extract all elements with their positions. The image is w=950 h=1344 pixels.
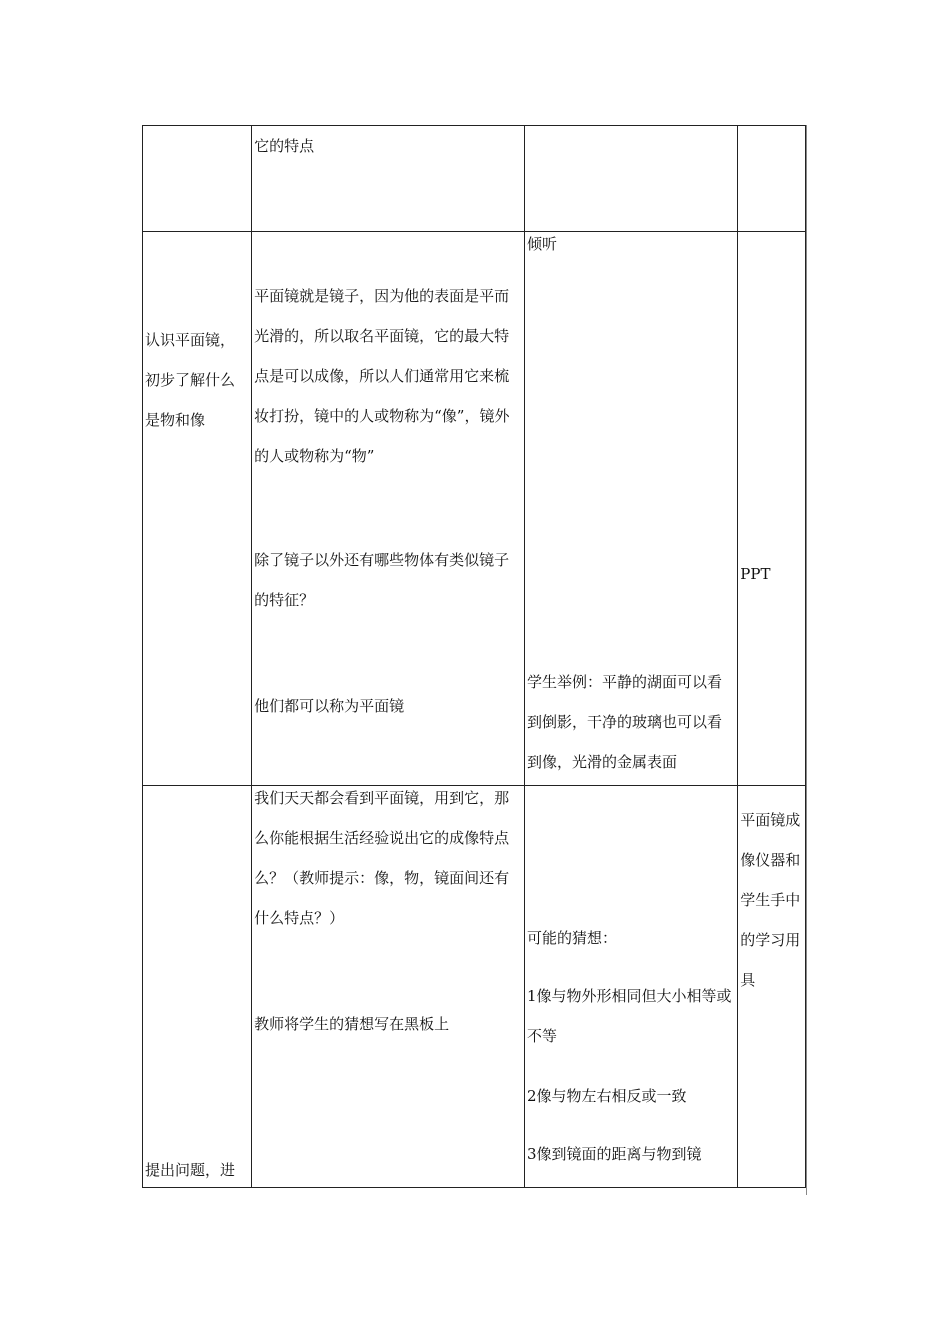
cell-student-activity — [525, 786, 738, 1188]
cell-stage — [143, 232, 252, 786]
student-paragraph: 学生举例：平静的湖面可以看到倒影，干净的玻璃也可以看到像，光滑的金属表面 — [527, 673, 723, 771]
teacher-paragraph: 除了镜子以外还有哪些物体有类似镜子的特征？ — [254, 551, 510, 609]
cell-stage — [143, 786, 252, 1188]
teacher-paragraph: 我们天天都会看到平面镜，用到它，那么你能根据生活经验说出它的成像特点么？（教师提示：像，物，镜面间还有什么特点？） — [254, 789, 510, 927]
cell-stage — [143, 126, 252, 232]
table-row — [143, 232, 806, 786]
cell-resources — [738, 786, 806, 1188]
cell-student-activity — [525, 232, 738, 786]
resources-text: PPT — [740, 565, 771, 583]
teacher-paragraph: 平面镜就是镜子，因为他的表面是平而光滑的，所以取名平面镜，它的最大特点是可以成像，所以人们通常用它来梳妆打扮，镜中的人或物称为“像”，镜外的人或物称为“物” — [254, 287, 510, 465]
stage-text: 认识平面镜，初步了解什么是物和像 — [145, 331, 236, 429]
cell-resources — [738, 126, 806, 232]
table-outer-border — [806, 125, 807, 1195]
table-row — [143, 126, 806, 232]
teacher-paragraph: 他们都可以称为平面镜 — [254, 697, 405, 715]
cell-teacher-activity — [252, 232, 525, 786]
teacher-paragraph: 教师将学生的猜想写在黑板上 — [254, 1015, 450, 1033]
student-paragraph: 1像与物外形相同但大小相等或不等 — [527, 987, 732, 1045]
student-paragraph: 3像到镜面的距离与物到镜 — [527, 1145, 702, 1163]
resources-text: 平面镜成像仪器和学生手中的学习用具 — [740, 811, 801, 989]
cell-teacher-activity — [252, 786, 525, 1188]
stage-text: 提出问题，进 — [145, 1161, 236, 1179]
student-paragraph: 可能的猜想： — [527, 929, 618, 947]
cell-resources — [738, 232, 806, 786]
teacher-text: 它的特点 — [254, 137, 315, 155]
cell-student-activity — [525, 126, 738, 232]
table-row — [143, 786, 806, 1188]
lesson-plan-table — [142, 125, 806, 1188]
cell-teacher-activity — [252, 126, 525, 232]
student-paragraph: 倾听 — [527, 235, 558, 253]
student-paragraph: 2像与物左右相反或一致 — [527, 1087, 687, 1105]
